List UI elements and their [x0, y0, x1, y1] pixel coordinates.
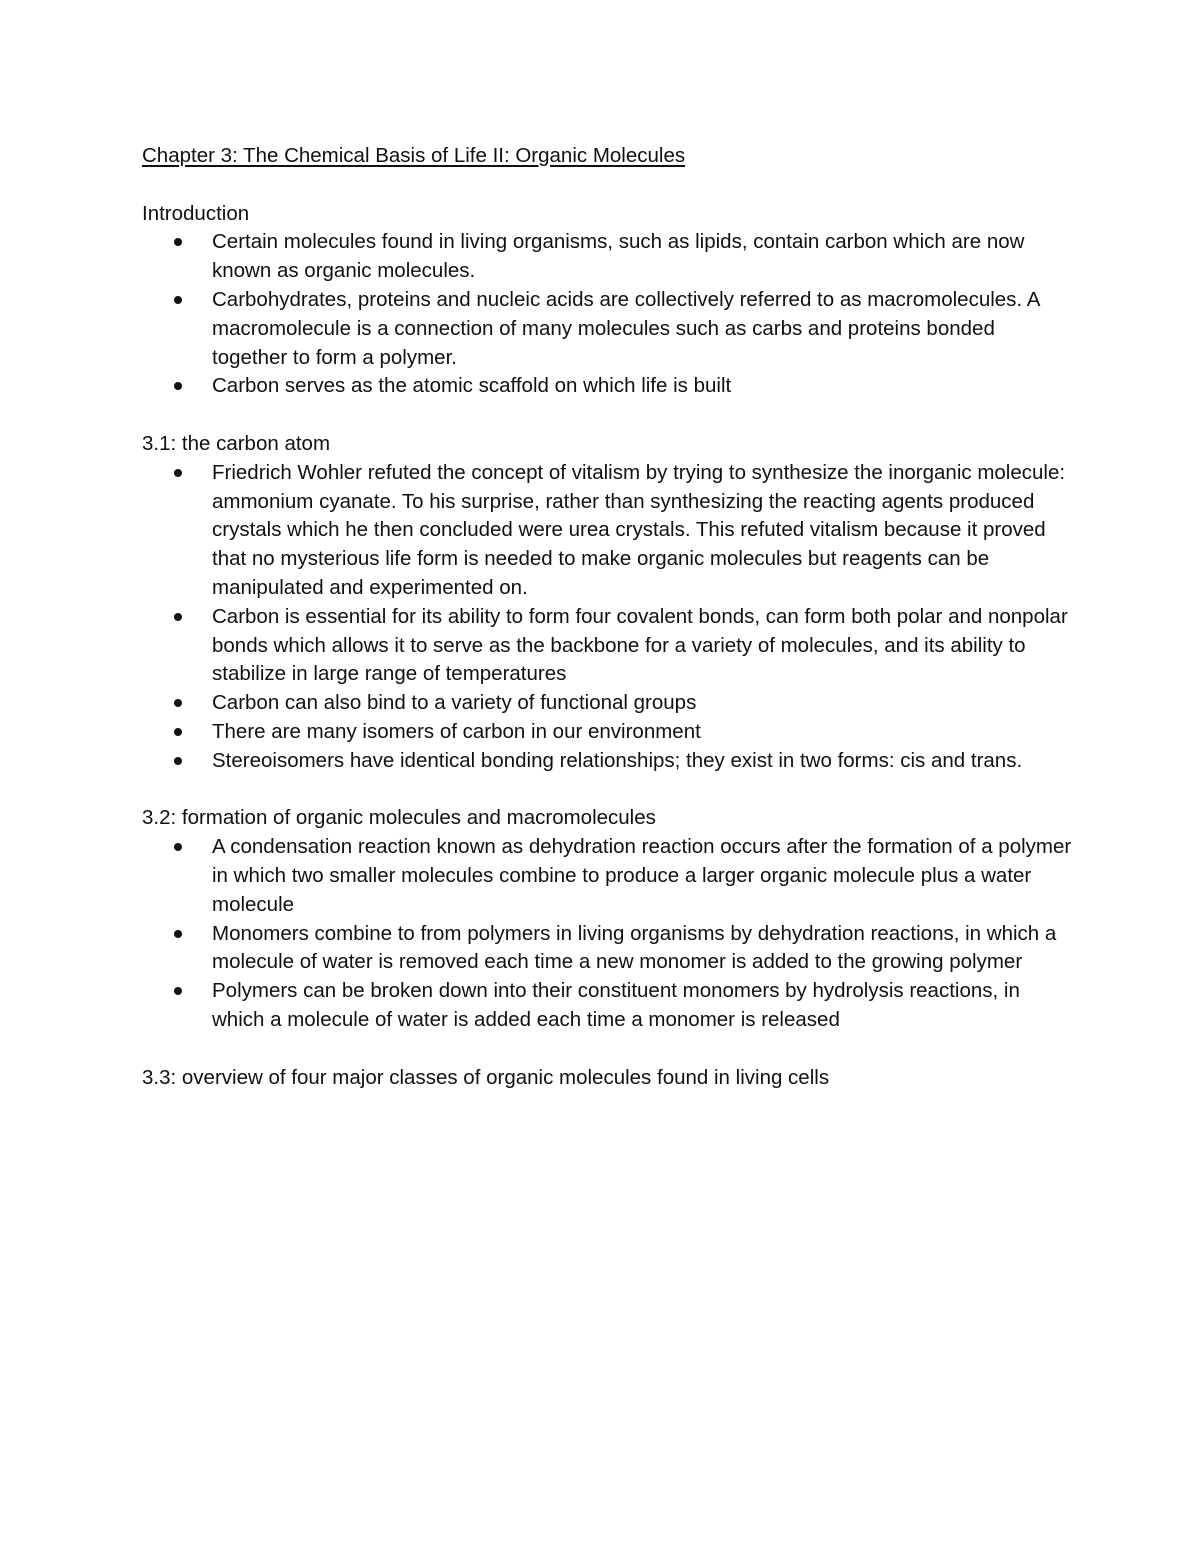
- bullet-text: Carbon serves as the atomic scaffold on which life is built: [212, 374, 732, 398]
- section-overview-organic-classes: [142, 1064, 1072, 1093]
- bullet-text: Carbohydrates, proteins and nucleic acids are collectively referred to as macromolecules. A macromolecule is a connection of many molecules such as carbs and proteins bonded together to form a polymer.: [212, 287, 1040, 369]
- bullet-icon: [174, 930, 182, 938]
- list-item: [142, 833, 1072, 919]
- bullet-icon: [174, 699, 182, 707]
- bullet-list: [142, 459, 1072, 776]
- section-formation-of-organic-molecules: [142, 804, 1072, 1034]
- bullet-icon: [174, 382, 182, 390]
- bullet-text: A condensation reaction known as dehydration reaction occurs after the formation of a polymer in which two smaller molecules combine to produce a larger organic molecule plus a water molecule: [212, 835, 1072, 916]
- list-item: [142, 459, 1072, 603]
- section-introduction: [142, 200, 1072, 402]
- list-item: [142, 286, 1072, 372]
- bullet-icon: [174, 987, 182, 995]
- list-item: [142, 747, 1072, 776]
- list-item: [142, 603, 1072, 689]
- section-heading: 3.1: the carbon atom: [142, 431, 331, 455]
- list-item: [142, 689, 1072, 718]
- bullet-text: There are many isomers of carbon in our environment: [212, 719, 701, 743]
- bullet-icon: [174, 469, 182, 477]
- bullet-text: Certain molecules found in living organisms, such as lipids, contain carbon which are now known as organic molecules.: [212, 230, 1025, 283]
- list-item: [142, 977, 1072, 1035]
- bullet-text: Carbon is essential for its ability to form four covalent bonds, can form both polar and nonpolar bonds which allows it to serve as the backbone for a variety of molecules, and its ability to stabilize in large range of temperatures: [212, 604, 1068, 686]
- bullet-list: [142, 833, 1072, 1035]
- bullet-text: Monomers combine to from polymers in living organisms by dehydration reactions, in which a molecule of water is removed each time a new monomer is added to the growing polymer: [212, 921, 1057, 974]
- bullet-icon: [174, 728, 182, 736]
- bullet-icon: [174, 238, 182, 246]
- bullet-icon: [174, 296, 182, 304]
- section-carbon-atom: [142, 430, 1072, 776]
- section-heading: 3.3: overview of four major classes of organic molecules found in living cells: [142, 1065, 830, 1089]
- list-item: [142, 920, 1072, 978]
- section-heading: 3.2: formation of organic molecules and macromolecules: [142, 806, 656, 830]
- bullet-icon: [174, 613, 182, 621]
- document-title: Chapter 3: The Chemical Basis of Life II: Organic Molecules: [142, 144, 686, 167]
- section-heading: Introduction: [142, 201, 250, 225]
- list-item: [142, 372, 1072, 401]
- list-item: [142, 718, 1072, 747]
- bullet-text: Polymers can be broken down into their constituent monomers by hydrolysis reactions, in which a molecule of water is added each time a monomer is released: [212, 979, 1020, 1031]
- bullet-text: Friedrich Wohler refuted the concept of vitalism by trying to synthesize the inorganic molecule: ammonium cyanate. To his surprise, rather than synthesizing the reacting agents produced crystals which he then concluded were urea crystals. This refuted vitalism because it proved that no mysterious life form is needed to make organic molecules but reagents can be manipulated and experimented on.: [212, 460, 1066, 599]
- document-page: [142, 142, 1072, 1092]
- bullet-icon: [174, 757, 182, 765]
- bullet-text: Carbon can also bind to a variety of functional groups: [212, 691, 697, 715]
- list-item: [142, 228, 1072, 286]
- bullet-list: [142, 228, 1072, 401]
- bullet-text: Stereoisomers have identical bonding relationships; they exist in two forms: cis and trans.: [212, 748, 1023, 772]
- bullet-icon: [174, 843, 182, 851]
